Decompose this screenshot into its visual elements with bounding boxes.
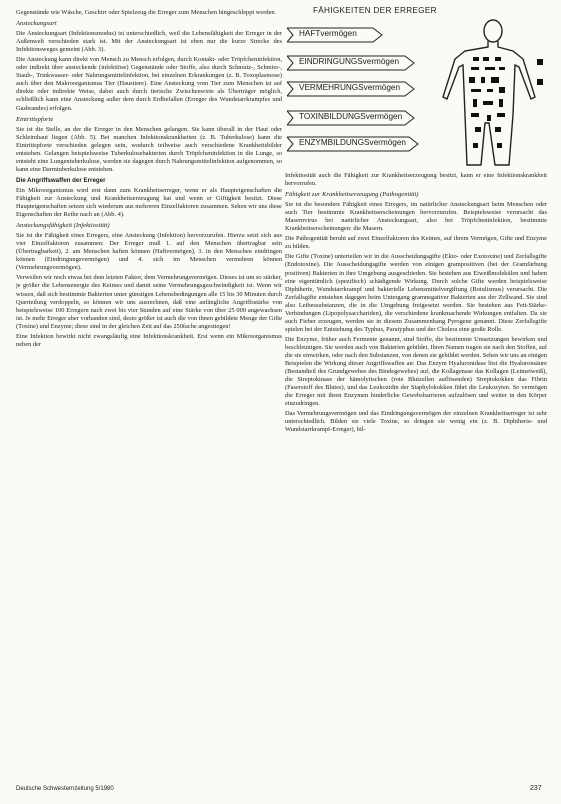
paragraph: Sie ist die Stelle, an der die Erreger in den Menschen gelangen. Sie kann überall in der Haut oder Schleimhaut liegen (Abb. 5). Bei manchen Infektionskrankheiten (z. B. Tuberkulose) kann die Eintrittspforte verschieden gelegen sein, wodurch teilweise auch verschiedene Krankheitsbilder entstehen. Gelangen beispielsweise Tuberkulosebakterien durch Tröpfcheninfektion in die Lunge, so entsteht eine Lungentuberkulose, werden sie dagegen durch Nahrungsmittelinfektion aufgenommen, so kann eine Darmtuberkulose entstehen. bbox=[16, 125, 282, 173]
arrow-label: HAFTvermögen bbox=[299, 29, 357, 38]
right-column bbox=[285, 172, 547, 436]
section-heading-ansteckungsart: Ansteckungsart bbox=[16, 20, 57, 28]
paragraph: Sie ist die besondere Fähigkeit eines Erregers, im natürlicher Ansteckungsart beim Menschen oder auch Tier bestimmte Krankheitserscheinungen hervorzurufen. Beispielsweise verursacht das Masernvirus bei natürlicher Ansteckungsart, also bei Tröpfcheninfektion, bestimmte Krankheitserscheinungen: die Masern. bbox=[285, 201, 547, 233]
arrow-enzymbildungsvermoegen bbox=[287, 136, 419, 152]
paragraph: Die Gifte (Toxine) unterteilen wir in die Ausscheidungsgifte (Ekto- oder Exotoxine) und Zerfallsgifte (Endotoxine). Die Ausscheidungsgifte werden von einigen grampositiven (bei der Gramfärbung positiven) Bakterien in ihre Umgebung ausgeschieden. Sie bestehen aus Eiweißmolekülen und haben eine eigentümlich (spezifisch) schädigende Wirkung. Durch solche Gifte werden beispielsweise Diphtherie, Wundstarrkrampf und bakterielle Lebensmittelvergiftung (Botulismus) verursacht. Die Zerfallsgifte entstehen dagegen beim Untergang gramnegativer Bakterien aus der Zellwand. Sie sind also Leibessubstanzen, die in die Umgebung freigesetzt werden. Sie bestehen aus Fett-Stärke-Verbindungen (Lipopolysacchariden), die verschiedene krankmachende Wirkungen entfalten. Da sie auch Fieber erzeugen, werden sie in diesem Zusammenhang Pyrogene genannt. Diese Zerfallsgifte spielen bei der Entstehung des Typhus, Paratyphus und der Cholera eine große Rolle. bbox=[285, 253, 547, 333]
arrow-vermehrungsvermoegen bbox=[287, 81, 415, 97]
arrow-toxinbildungsvermoegen bbox=[287, 110, 415, 126]
section-heading-angriffswaffen: Die Angriffswaffen der Erreger bbox=[16, 176, 106, 184]
arrow-haftvermoegen bbox=[287, 27, 383, 43]
footer-source: Deutsche Schwesternzeitung 5/1980 bbox=[16, 786, 114, 792]
paragraph: Verweilen wir noch etwas bei dem letzten Faktor, dem Vermehrungsvermögen. Dieses ist um so stärker, je größer die Lebensenergie des Keimes und damit seine Vermehrungsgeschwindigkeit ist. Wenn wir wissen, daß sich bestimmte Bakterien unter günstigen Lebensbedingungen alle 15 bis 30 Minuten durch Querteilung verdoppeln, so können wir uns ausrechnen, daß eine anfängliche Angriffsstärke von beispielsweise 100 Erregern nach zwei bis vier Stunden auf eine Stärke von über 25 000 angewachsen ist. Je mehr Erreger aber vorhanden sind, desto größer ist auch die von ihnen gebildete Menge der Gifte (Toxine) und Enzyme; diese sind in der gleichen Zeit auf das 250fache angestiegen! bbox=[16, 274, 282, 330]
left-column bbox=[16, 9, 282, 351]
paragraph: Gegenstände wie Wäsche, Geschirr oder Spielzeug die Erreger zum Menschen hingeschleppt werden. bbox=[16, 9, 277, 16]
section-heading-eintrittspforte: Eintrittspforte bbox=[16, 115, 54, 123]
arrow-eindringungsvermoegen bbox=[287, 55, 415, 71]
paragraph: Eine Infektion bewirkt nicht zwangsläufig eine Infektionskrankheit. Erst wenn ein Mikroorganismus neben der bbox=[16, 332, 282, 348]
figure-abilities bbox=[285, 6, 547, 170]
paragraph: Ein Mikroorganismus wird erst dann zum Krankheitserreger, wenn er als Haupteigenschaften die Fähigkeit zur Ansteckung und Krankheitserzeugung hat und wenn er Giftigkeit besitzt. Diese Haupteigenschaften setzen sich wiederum aus mehreren Einzelfaktoren zusammen. Sehen wir uns diese Eigenschaften der Reihe nach an (Abb. 4). bbox=[16, 186, 282, 219]
paragraph: Sie ist die Fähigkeit eines Erregers, eine Ansteckung (Infektion) hervorzurufen. Hierzu setzt sich aus vier Einzelfaktoren zusammen: Der Erreger muß 1. auf den Menschen übertragbar sein (Übertragbarkeit), 2. am Menschen haften können (Haftvermögen), 3. in den Menschen eindringen können (Eindringungsvermögen) und 4. sich im Menschen vermehren können (Vermehrungsvermögen). bbox=[16, 232, 282, 272]
paragraph: Die Ansteckungsart (Infektionsmodus) ist unterschiedlich, weil die Lebensfähigkeit der Erreger in der Außenwelt verschieden stark ist. Mit der Ansteckungsart ist eben nur die kurze Strecke des Infektionsweges gemeint (Abb. 3). bbox=[16, 30, 282, 54]
figure-title: FÄHIGKEITEN DER ERREGER bbox=[313, 6, 437, 15]
paragraph: Die Ansteckung kann direkt von Mensch zu Mensch erfolgen, durch Kontakt- oder Tröpfcheninfektion, oder indirekt über ansteckende (infektiöse) Gegenstände oder Stoffe, also durch Schmutz-, Schmier-, Staub-, Trinkwasser- oder Nahrungsmittelinfektion, bei einzelnen Erkrankungen (z. B. Toxoplasmose) auch über den Makroorganismus Tier (Haustiere). Eine Ansteckung vom Tier zum Menschen ist auf direkte oder indirekte Weise, dabei auch durch tierische Zwischenwirte als Überträger möglich, schließlich kann eine Ansteckung außer dem durch Erdbefallen (Erreger des Wundstarrkrampfes und Gasbrandes) erfolgen. bbox=[16, 56, 282, 112]
section-heading-pathogenitaet: Fähigkeit zur Krankheitserzeugung (Pathogenität) bbox=[285, 191, 419, 199]
paragraph: Infektiosität auch die Fähigkeit zur Krankheitserzeugung besitzt, kann er eine Infektionskrankheit hervorrufen. bbox=[285, 172, 547, 188]
human-silhouette-icon bbox=[425, 19, 545, 169]
arrow-label: ENZYMBILDUNGSvermögen bbox=[299, 138, 406, 147]
page-number: 237 bbox=[530, 785, 542, 792]
paragraph: Die Pathogenität beruht auf zwei Einzelfaktoren des Keimes, auf ihrem Vermögen, Gifte und Enzyme zu bilden. bbox=[285, 235, 547, 251]
arrow-label: EINDRINGUNGSvermögen bbox=[299, 57, 400, 66]
paragraph: Die Enzyme, früher auch Fermente genannt, sind Stoffe, die bestimmte Umsetzungen bewirken und beschleunigen. Sie werden auch von Bakterien gebildet. Ihren Namen tragen sie nach den Stoffen, auf die sie einwirken, oder nach den Substanzen, von denen sie gebildet werden. Sehen wir uns an einigen Beispielen die Wirkung dieser Angriffswaffen an: Das Enzym Hyaluronidase löst die Hyaluronsäure (Bestandteil des Grundgewebes des Bindegewebes) auf, die Kollagenase das Kollagen (Leimeiweiß), die Streptokinase der hämolytischen (rote Blutzellen auflösenden) Streptokokken das Fibrin (Faserstoff des Blutes), und das Leukozidin der Staphylokokken führt die Leukozyten. So vermögen die Erreger mit ihren Enzymen hinderliche Gewebsbarrieren aufzulösen und weiter in den Körper einzudringen. bbox=[285, 335, 547, 408]
paragraph: Das Vermehrungsvermögen und das Eindringungsvermögen der einzelnen Krankheitserreger ist sehr unterschiedlich. Bilden sie viele Toxine, so dringen sie wenig ein (z. B. Diphtherie- und Wundstarrkrampf-Erreger), bil- bbox=[285, 410, 547, 434]
arrow-label: VERMEHRUNGSvermögen bbox=[299, 83, 401, 92]
section-heading-ansteckungsfaehigkeit: Ansteckungsfähigkeit (Infektiosität) bbox=[16, 222, 110, 230]
arrow-label: TOXINBILDUNGSvermögen bbox=[299, 112, 403, 121]
